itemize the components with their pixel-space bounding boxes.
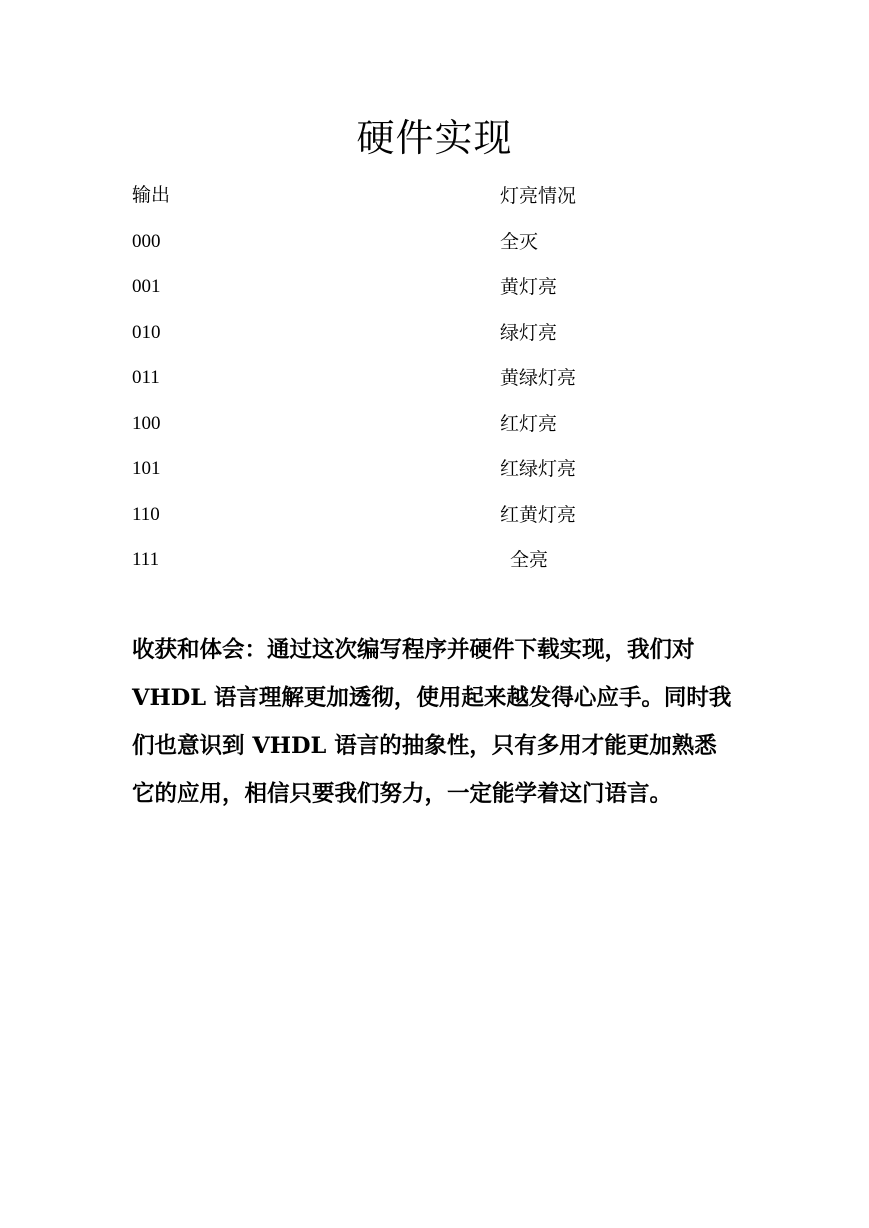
light-state: 绿灯亮 [500, 321, 558, 344]
output-code: 111 [132, 549, 160, 570]
page-title: 硬件实现 [356, 116, 513, 160]
light-state: 全灭 [500, 230, 539, 253]
table-row [132, 269, 732, 315]
output-light-table [132, 178, 732, 588]
output-code: 011 [132, 367, 160, 388]
output-code: 010 [132, 321, 161, 343]
summary-paragraph [132, 626, 742, 818]
table-row [132, 406, 732, 452]
output-code: 000 [132, 230, 161, 252]
table-row [132, 497, 732, 543]
light-state: 全亮 [510, 549, 549, 571]
header-output: 输出 [132, 185, 171, 206]
table-row [132, 360, 732, 406]
light-state: 红绿灯亮 [500, 458, 577, 480]
table-row [132, 224, 732, 270]
table-row [132, 315, 732, 361]
light-state: 黄灯亮 [500, 276, 558, 298]
light-state: 红黄灯亮 [500, 503, 577, 526]
summary-line: 们也意识到 VHDL 语言的抽象性，只有多用才能更加熟悉 [132, 733, 717, 759]
light-state: 红灯亮 [500, 412, 558, 435]
output-code: 110 [132, 503, 160, 525]
output-code: 100 [132, 412, 161, 434]
table-header-row [132, 178, 732, 224]
summary-line: 收获和体会：通过这次编写程序并硬件下载实现，我们对 [132, 637, 695, 663]
table-row [132, 451, 732, 497]
output-code: 001 [132, 276, 161, 297]
table-row [132, 542, 732, 588]
header-light-state: 灯亮情况 [500, 185, 577, 207]
light-state: 黄绿灯亮 [500, 367, 577, 389]
summary-line: 它的应用，相信只要我们努力，一定能学着这门语言。 [132, 781, 673, 807]
output-code: 101 [132, 458, 161, 479]
summary-line: VHDL 语言理解更加透彻，使用起来越发得心应手。同时我 [132, 685, 732, 711]
